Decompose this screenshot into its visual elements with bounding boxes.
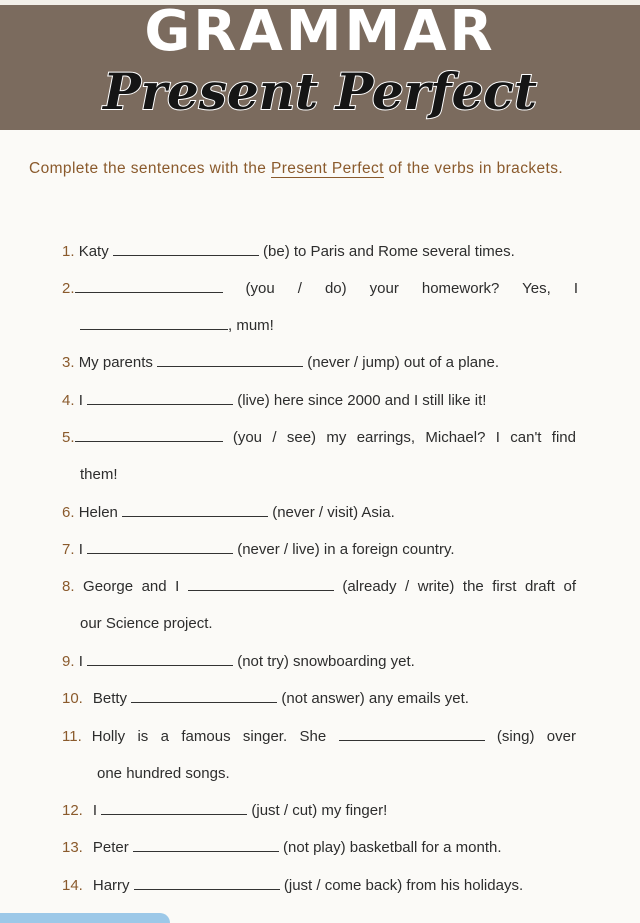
item-text-after: (never / live) in a foreign country.: [233, 541, 455, 558]
exercise-item-11-continued: [97, 764, 230, 784]
item-text-before: Peter: [92, 839, 133, 856]
exercise-item-5: [62, 428, 576, 448]
item-text-before: Harry: [92, 877, 134, 894]
answer-blank[interactable]: [75, 429, 223, 442]
item-text-after: (not answer) any emails yet.: [277, 690, 469, 707]
item-text-before: My parents: [78, 354, 158, 371]
item-text-before: George and I: [83, 578, 188, 595]
exercise-item-6: [62, 503, 395, 523]
item-text-before: Katy: [78, 243, 113, 260]
item-text-after: (live) here since 2000 and I still like it!: [233, 392, 487, 409]
answer-blank[interactable]: [157, 354, 303, 367]
answer-blank[interactable]: [101, 802, 247, 815]
item-number: 13.: [62, 839, 83, 856]
exercise-item-7: [62, 540, 455, 560]
item-text-after: (not play) basketball for a month.: [278, 839, 502, 856]
answer-blank[interactable]: [133, 839, 279, 852]
worksheet-subtitle: Present Perfect: [103, 62, 537, 121]
item-number: 12.: [62, 802, 83, 819]
item-number: 10.: [62, 690, 83, 707]
footer-accent-bar: [0, 913, 170, 923]
item-text-continued: them!: [80, 466, 118, 483]
exercise-item-13: [62, 838, 502, 858]
item-text-after: (sing) over: [484, 728, 576, 745]
instructions-highlight: Present Perfect: [271, 160, 384, 177]
exercise-item-10: [62, 689, 469, 709]
item-number: 3.: [62, 354, 75, 371]
answer-blank[interactable]: [134, 877, 280, 890]
worksheet-title: GRAMMAR: [144, 0, 496, 64]
exercise-item-14: [62, 876, 523, 896]
answer-blank[interactable]: [122, 504, 268, 517]
item-text-continued: one hundred songs.: [97, 765, 230, 782]
exercise-item-8: [62, 577, 576, 597]
answer-blank[interactable]: [75, 280, 223, 293]
item-number: 9.: [62, 653, 75, 670]
item-number: 5.: [62, 429, 75, 446]
item-number: 11.: [62, 728, 82, 745]
item-text-after: (just / cut) my finger!: [247, 802, 388, 819]
item-number: 8.: [62, 578, 75, 595]
title-banner: [0, 0, 640, 130]
item-text-after: (never / jump) out of a plane.: [303, 354, 499, 371]
item-number: 7.: [62, 541, 75, 558]
exercise-item-12: [62, 801, 387, 821]
item-text-continued: our Science project.: [80, 615, 213, 632]
instructions-text-before: Complete the sentences with the: [29, 160, 271, 177]
exercise-item-4: [62, 391, 486, 411]
exercise-item-2-continued: [80, 316, 274, 336]
item-text-before: Helen: [78, 504, 123, 521]
exercise-item-2: [62, 279, 578, 299]
exercise-item-8-continued: [80, 614, 213, 634]
item-text-after: (be) to Paris and Rome several times.: [258, 243, 515, 260]
item-number: 1.: [62, 243, 75, 260]
exercise-item-1: [62, 242, 515, 262]
instructions-text-after: of the verbs in brackets.: [383, 160, 564, 177]
answer-blank[interactable]: [80, 317, 228, 330]
answer-blank[interactable]: [188, 578, 334, 591]
exercise-item-3: [62, 353, 499, 373]
item-text-continued: , mum!: [228, 317, 274, 334]
answer-blank[interactable]: [131, 690, 277, 703]
answer-blank[interactable]: [113, 243, 259, 256]
exercise-item-9: [62, 652, 415, 672]
item-number: 4.: [62, 392, 75, 409]
instructions: [29, 150, 581, 187]
item-text-before: I: [78, 392, 88, 409]
answer-blank[interactable]: [87, 541, 233, 554]
item-text-after: (just / come back) from his holidays.: [279, 877, 524, 894]
item-text-before: I: [92, 802, 102, 819]
item-text-before: I: [78, 653, 88, 670]
exercise-item-11: [62, 727, 576, 747]
answer-blank[interactable]: [339, 728, 485, 741]
item-text-after: (never / visit) Asia.: [268, 504, 395, 521]
item-text-after: (you / see) my earrings, Michael? I can't find: [222, 429, 576, 446]
item-number: 2.: [62, 280, 75, 297]
answer-blank[interactable]: [87, 392, 233, 405]
item-number: 6.: [62, 504, 75, 521]
exercise-item-5-continued: [80, 465, 118, 485]
item-number: 14.: [62, 877, 83, 894]
item-text-after: (not try) snowboarding yet.: [233, 653, 415, 670]
item-text-after: (already / write) the first draft of: [333, 578, 576, 595]
item-text-before: Holly is a famous singer. She: [91, 728, 339, 745]
item-text-before: I: [78, 541, 88, 558]
item-text-after: (you / do) your homework? Yes, I: [222, 280, 578, 297]
answer-blank[interactable]: [87, 653, 233, 666]
item-text-before: Betty: [92, 690, 132, 707]
